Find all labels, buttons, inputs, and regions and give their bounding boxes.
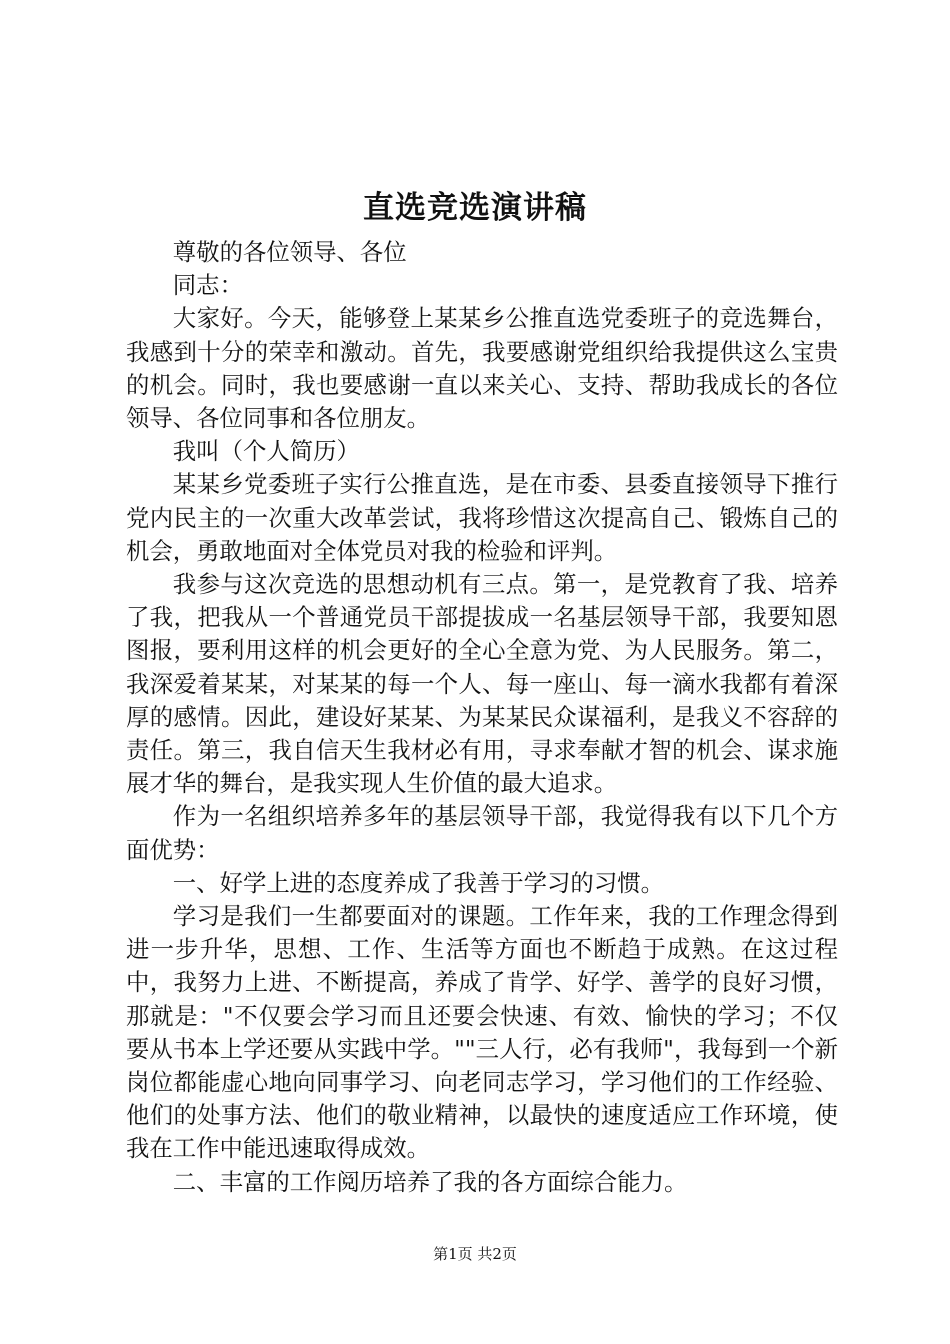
paragraph-advantages-intro: 作为一名组织培养多年的基层领导干部，我觉得我有以下几个方面优势： [126, 802, 838, 864]
paragraph-motivation: 我参与这次竞选的思想动机有三点。第一，是党教育了我、培养了我，把我从一个普通党员干部提拔成一名基层领导干部，我要知恩图报，要利用这样的机会更好的全心全意为党、为人民服务。第二，我深爱着某某，对某某的每一个人、每一座山、每一滴水我都有着深厚的感情。因此，建设好某某、为某某民众谋福利，是我义不容辞的责任。第三，我自信天生我材必有用，寻求奉献才智的机会、谋求施展才华的舞台，是我实现人生价值的最大追求。 [126, 570, 838, 798]
paragraph-reform: 某某乡党委班子实行公推直选，是在市委、县委直接领导下推行党内民主的一次重大改革尝试，我将珍惜这次提高自己、锻炼自己的机会，勇敢地面对全体党员对我的检验和评判。 [126, 470, 838, 565]
paragraph-advantage-2-heading: 二、丰富的工作阅历培养了我的各方面综合能力。 [172, 1167, 688, 1196]
paragraph-advantage-1-body: 学习是我们一生都要面对的课题。工作年来，我的工作理念得到进一步升华，思想、工作、生活等方面也不断趋于成熟。在这过程中，我努力上进、不断提高，养成了肯学、好学、善学的良好习惯，那就是："不仅要会学习而且还要会快速、有效、愉快的学习；不仅要从书本上学还要从实践中学。""三人行，必有我师"，我每到一个新岗位都能虚心地向同事学习、向老同志学习，学习他们的工作经验、他们的处事方法、他们的敬业精神，以最快的速度适应工作环境，使我在工作中能迅速取得成效。 [126, 902, 838, 1163]
paragraph-advantage-1-heading: 一、好学上进的态度养成了我善于学习的习惯。 [172, 868, 664, 897]
paragraph-introduction: 我叫（个人简历） [172, 437, 360, 466]
page-footer: 第1页 共2页 [433, 1245, 517, 1263]
paragraph-greeting: 大家好。今天，能够登上某某乡公推直选党委班子的竞选舞台，我感到十分的荣幸和激动。首先，我要感谢党组织给我提供这么宝贵的机会。同时，我也要感谢一直以来关心、支持、帮助我成长的各位领导、各位同事和各位朋友。 [126, 304, 838, 433]
paragraph-salutation-2: 同志： [172, 271, 243, 300]
document-body [126, 236, 838, 1199]
document-title: 直选竞选演讲稿 [363, 190, 587, 226]
paragraph-salutation-1: 尊敬的各位领导、各位 [172, 238, 407, 266]
